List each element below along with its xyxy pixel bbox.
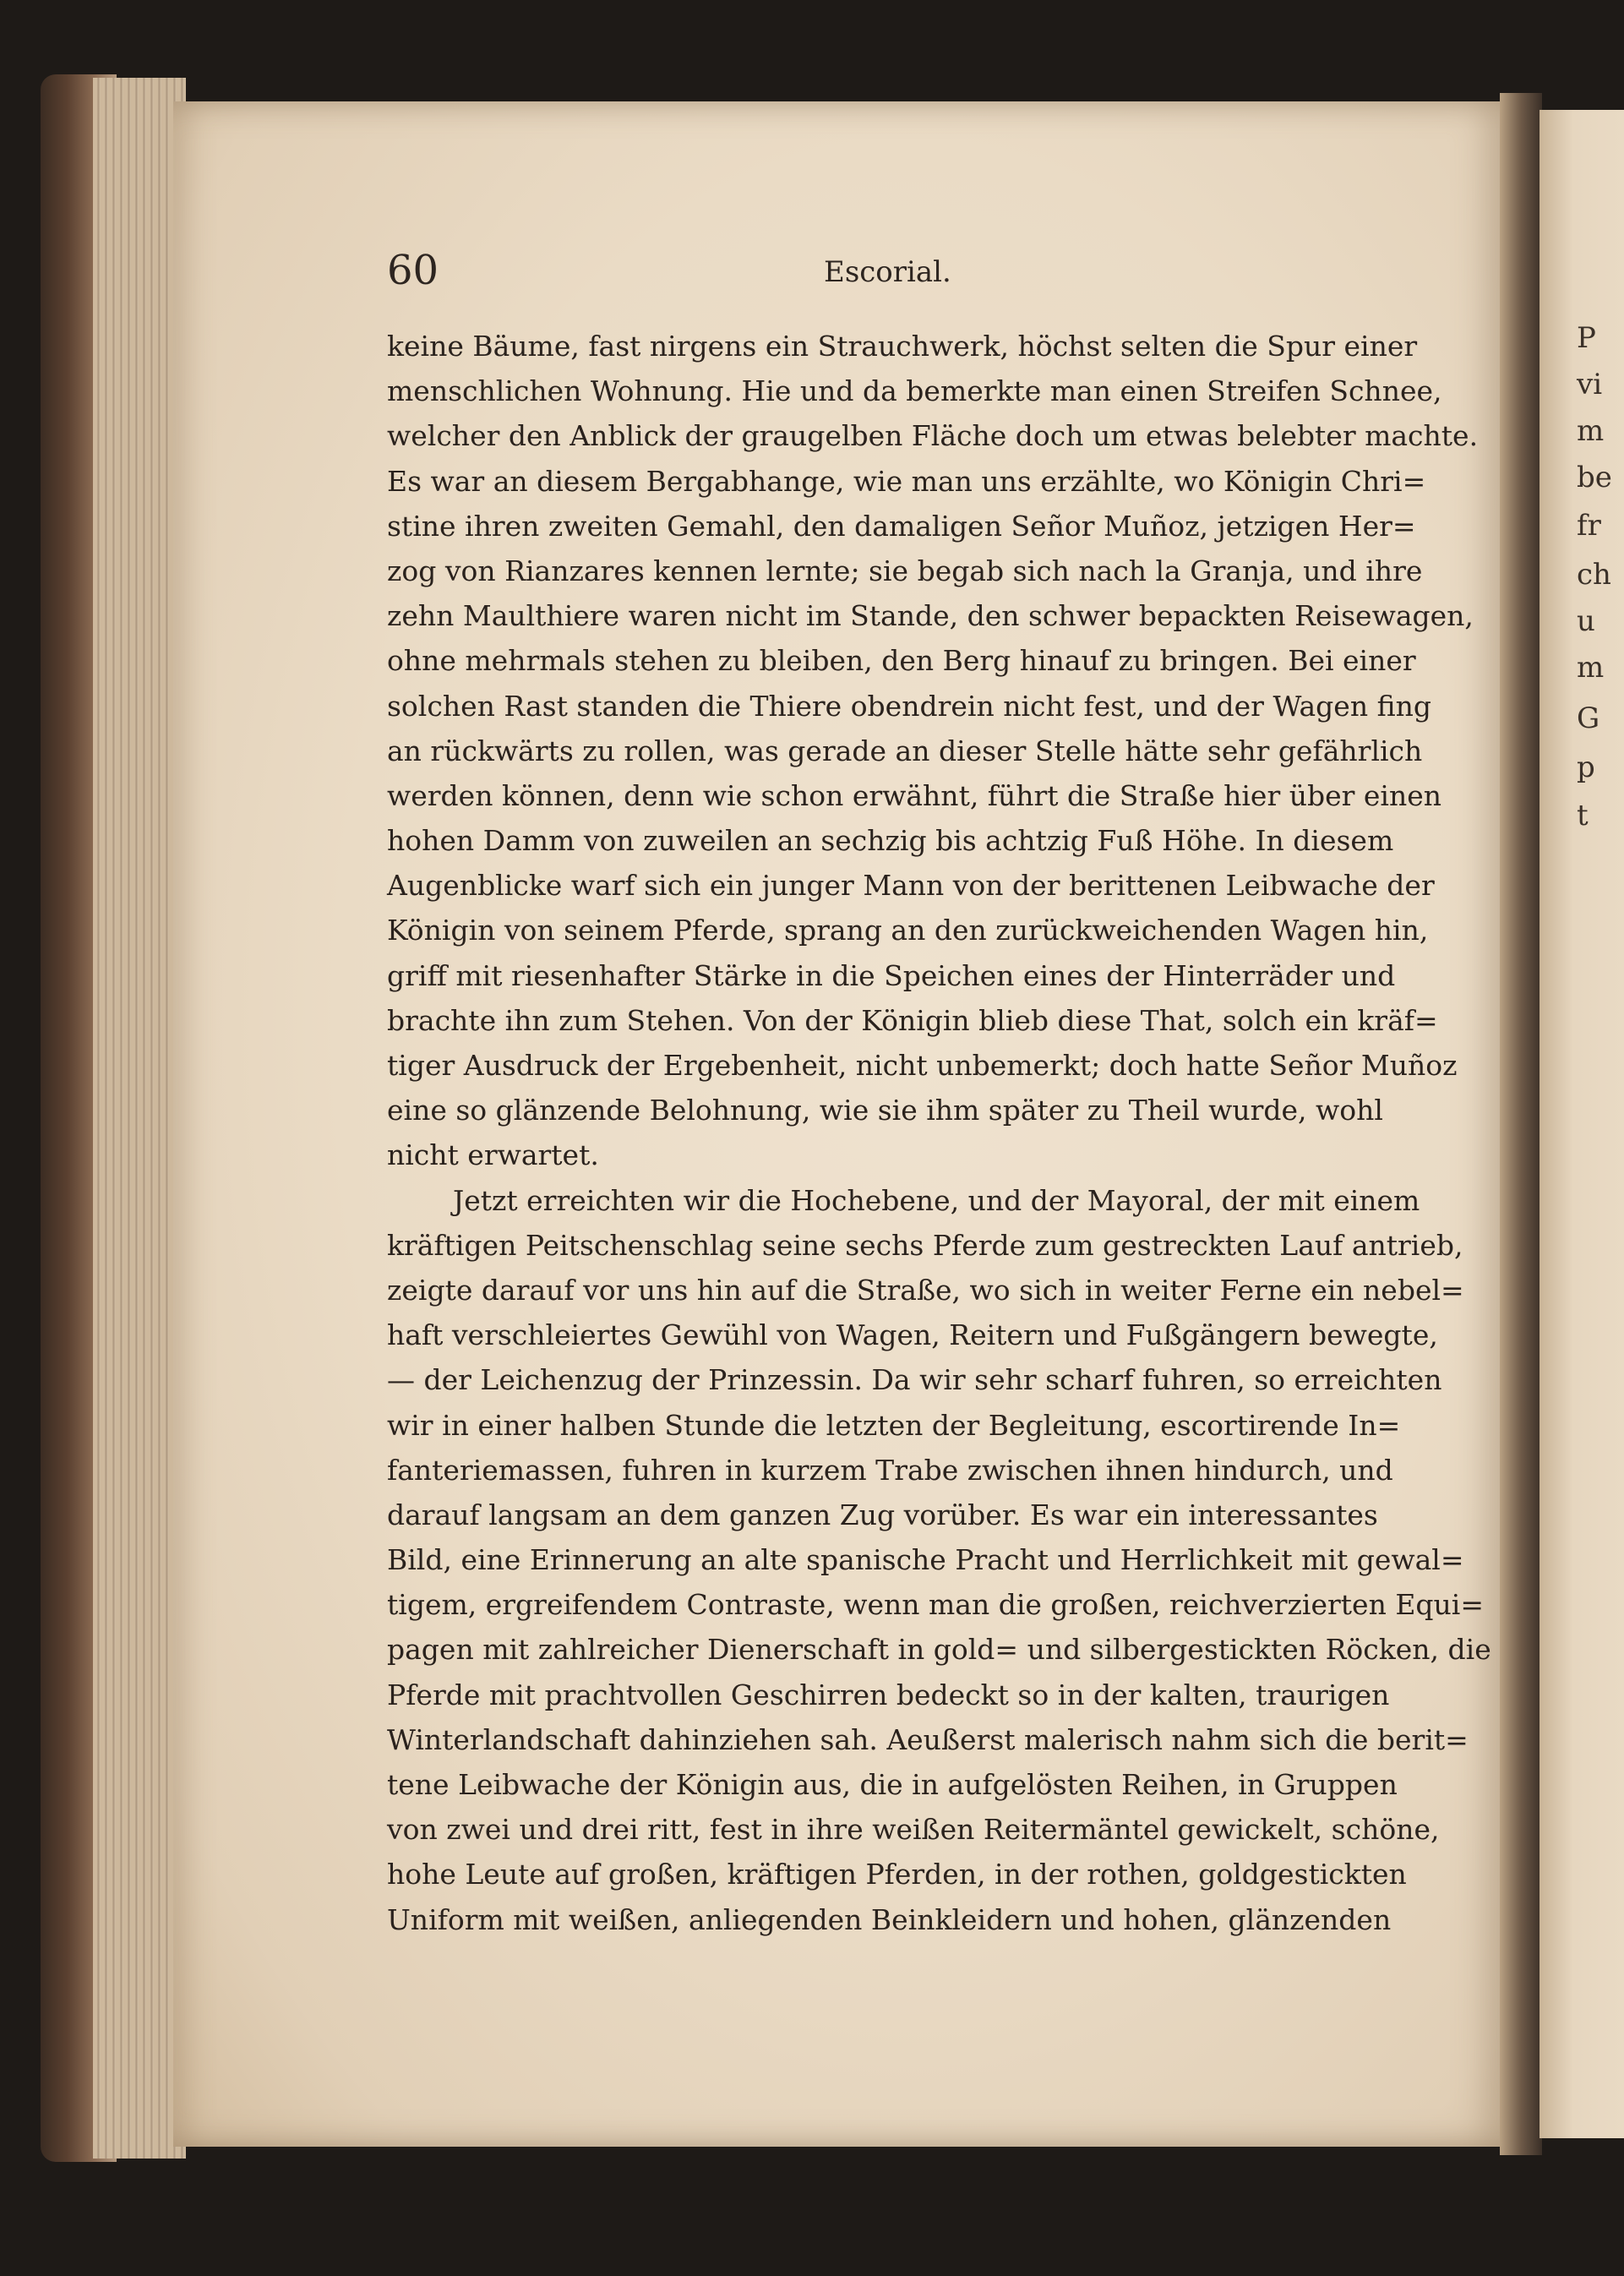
text-line: haft verschleiertes Gewühl von Wagen, Reitern und Fußgängern bewegte, — [387, 1318, 1438, 1352]
text-line: hohe Leute auf großen, kräftigen Pferden, in der rothen, goldgestickten — [387, 1858, 1407, 1891]
text-line: werden können, denn wie schon erwähnt, führt die Straße hier über einen — [387, 778, 1442, 812]
body-text — [387, 324, 1491, 1942]
text-line: nicht erwartet. — [387, 1138, 599, 1172]
facing-page-fragment: p — [1577, 750, 1595, 784]
text-line: zehn Maulthiere waren nicht im Stande, den schwer bepackten Reisewagen, — [387, 599, 1474, 633]
facing-page-fragment: t — [1577, 799, 1589, 832]
text-line: ohne mehrmals stehen zu bleiben, den Berg hinauf zu bringen. Bei einer — [387, 644, 1416, 678]
text-line: Augenblicke warf sich ein junger Mann von der berittenen Leibwache der — [387, 869, 1435, 903]
text-line: Uniform mit weißen, anliegenden Beinkleidern und hohen, glänzenden — [387, 1902, 1392, 1936]
page-number: 60 — [387, 247, 439, 294]
running-title: Escorial. — [824, 255, 951, 289]
text-line: griff mit riesenhafter Stärke in die Speichen eines der Hinterräder und — [387, 958, 1396, 992]
facing-page-fragment: fr — [1577, 509, 1601, 543]
text-line: tigem, ergreifendem Contraste, wenn man die großen, reichverzierten Equi= — [387, 1588, 1484, 1622]
text-line: menschlichen Wohnung. Hie und da bemerkte man einen Streifen Schnee, — [387, 374, 1442, 408]
text-line: von zwei und drei ritt, fest in ihre weißen Reitermäntel gewickelt, schöne, — [387, 1813, 1440, 1847]
text-line: zog von Rianzares kennen lernte; sie begab sich nach la Granja, und ihre — [387, 554, 1423, 587]
text-line: keine Bäume, fast nirgens ein Strauchwerk, höchst selten die Spur einer — [387, 330, 1418, 363]
text-line: Winterlandschaft dahinziehen sah. Aeußerst malerisch nahm sich die berit= — [387, 1722, 1469, 1756]
facing-page-fragment: G — [1577, 701, 1600, 735]
text-line: solchen Rast standen die Thiere obendrein nicht fest, und der Wagen fing — [387, 689, 1431, 723]
text-line: — der Leichenzug der Prinzessin. Da wir sehr scharf fuhren, so erreichten — [387, 1363, 1442, 1397]
text-line: an rückwärts zu rollen, was gerade an dieser Stelle hätte sehr gefährlich — [387, 734, 1423, 767]
text-line: Es war an diesem Bergabhange, wie man uns erzählte, wo Königin Chri= — [387, 464, 1426, 498]
text-line: eine so glänzende Belohnung, wie sie ihm später zu Theil wurde, wohl — [387, 1094, 1383, 1127]
text-line: darauf langsam an dem ganzen Zug vorüber. Es war ein interessantes — [387, 1498, 1378, 1531]
text-line: pagen mit zahlreicher Dienerschaft in gold= und silbergestickten Röcken, die — [387, 1633, 1491, 1667]
text-line: stine ihren zweiten Gemahl, den damaligen Señor Muñoz, jetzigen Her= — [387, 509, 1416, 543]
text-line: Pferde mit prachtvollen Geschirren bedeckt so in der kalten, traurigen — [387, 1678, 1390, 1711]
text-line: brachte ihn zum Stehen. Von der Königin blieb diese That, solch ein kräf= — [387, 1003, 1438, 1037]
facing-page-fragment: u — [1577, 604, 1595, 638]
text-line: Jetzt erreichten wir die Hochebene, und der Mayoral, der mit einem — [453, 1183, 1420, 1217]
text-line: Königin von seinem Pferde, sprang an den zurückweichenden Wagen hin, — [387, 914, 1429, 947]
facing-page-fragment: m — [1577, 414, 1605, 448]
book-gutter — [1500, 93, 1542, 2155]
text-line: tiger Ausdruck der Ergebenheit, nicht unbemerkt; doch hatte Señor Muñoz — [387, 1049, 1458, 1082]
facing-page-edge — [1540, 110, 1624, 2138]
text-line: Bild, eine Erinnerung an alte spanische Pracht und Herrlichkeit mit gewal= — [387, 1543, 1464, 1577]
facing-page-fragment: m — [1577, 651, 1605, 685]
text-line: welcher den Anblick der graugelben Fläche doch um etwas belebter machte. — [387, 419, 1479, 453]
text-line: kräftigen Peitschenschlag seine sechs Pferde zum gestreckten Lauf antrieb, — [387, 1228, 1463, 1262]
facing-page-fragment: be — [1577, 461, 1612, 494]
page-edges — [93, 78, 186, 2159]
text-line: hohen Damm von zuweilen an sechzig bis achtzig Fuß Höhe. In diesem — [387, 824, 1394, 858]
text-line: wir in einer halben Stunde die letzten der Begleitung, escortirende In= — [387, 1408, 1401, 1442]
text-line: zeigte darauf vor uns hin auf die Straße, wo sich in weiter Ferne ein nebel= — [387, 1273, 1464, 1307]
facing-page-fragment: vi — [1577, 368, 1603, 401]
text-line: tene Leibwache der Königin aus, die in aufgelösten Reihen, in Gruppen — [387, 1768, 1398, 1801]
facing-page-fragment: P — [1577, 321, 1596, 355]
facing-page-fragment: ch — [1577, 558, 1611, 592]
text-line: fanteriemassen, fuhren in kurzem Trabe zwischen ihnen hindurch, und — [387, 1453, 1393, 1487]
